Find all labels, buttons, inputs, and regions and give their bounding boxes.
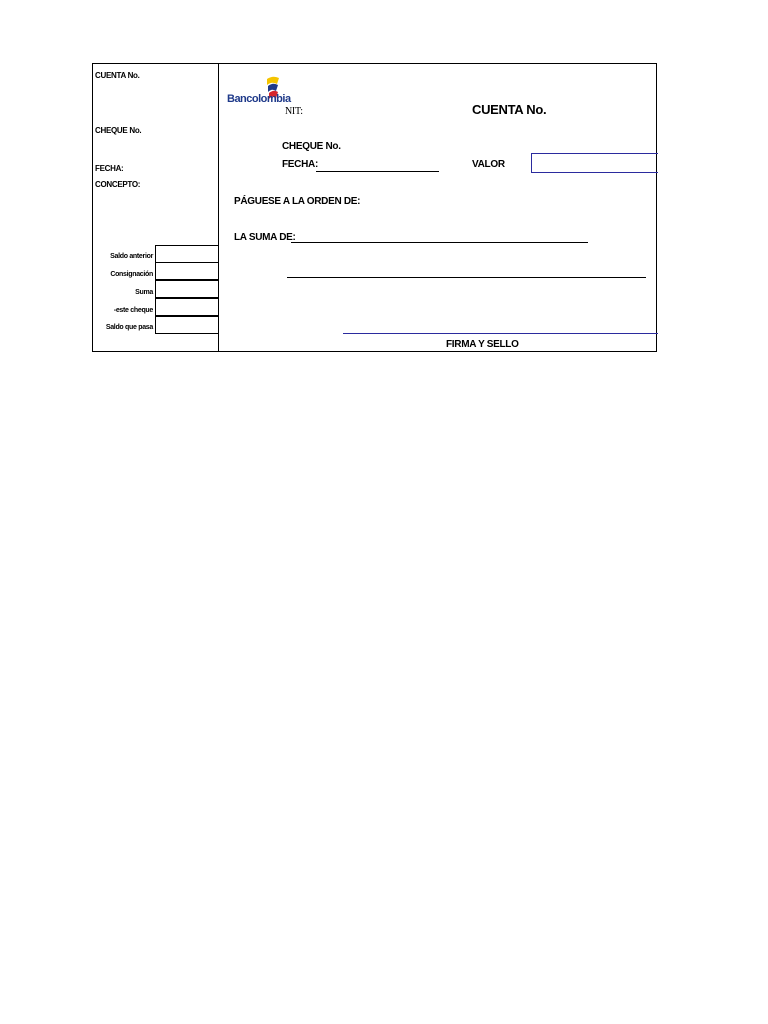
valor-field[interactable] — [531, 153, 658, 173]
balance-label-este-cheque: -este cheque — [113, 307, 153, 314]
balance-field-suma[interactable] — [155, 280, 218, 298]
balance-label-suma: Suma — [135, 289, 153, 296]
suma-label: LA SUMA DE: — [234, 232, 296, 243]
check-form — [92, 63, 657, 352]
balance-label-saldo-anterior: Saldo anterior — [110, 253, 153, 260]
balance-field-saldo-anterior[interactable] — [155, 245, 218, 263]
stub-fecha-label: FECHA: — [95, 164, 124, 173]
stub-cheque-label: CHEQUE No. — [95, 126, 142, 135]
suma-line-1[interactable] — [291, 242, 588, 243]
balance-field-consignacion[interactable] — [155, 262, 218, 280]
balance-label-saldo-que-pasa: Saldo que pasa — [105, 324, 153, 331]
firma-line[interactable] — [343, 333, 658, 334]
stub-cuenta-label: CUENTA No. — [95, 71, 140, 80]
cuenta-label: CUENTA No. — [472, 102, 547, 117]
fecha-line[interactable] — [316, 171, 439, 172]
fecha-label: FECHA: — [282, 159, 318, 170]
nit-label: NIT: — [285, 106, 303, 117]
balance-field-este-cheque[interactable] — [155, 298, 218, 316]
stub-concepto-label: CONCEPTO: — [95, 180, 141, 189]
check-stub — [93, 64, 219, 351]
bank-logo — [227, 73, 291, 113]
balance-field-saldo-que-pasa[interactable] — [155, 316, 218, 334]
paguese-label: PÁGUESE A LA ORDEN DE: — [234, 196, 361, 207]
bank-name: Bancolombia — [227, 93, 291, 105]
balance-label-consignacion: Consignación — [110, 271, 153, 278]
cheque-label: CHEQUE No. — [282, 141, 341, 152]
valor-label: VALOR — [472, 159, 505, 170]
suma-line-2[interactable] — [287, 277, 646, 278]
firma-label: FIRMA Y SELLO — [446, 339, 519, 350]
